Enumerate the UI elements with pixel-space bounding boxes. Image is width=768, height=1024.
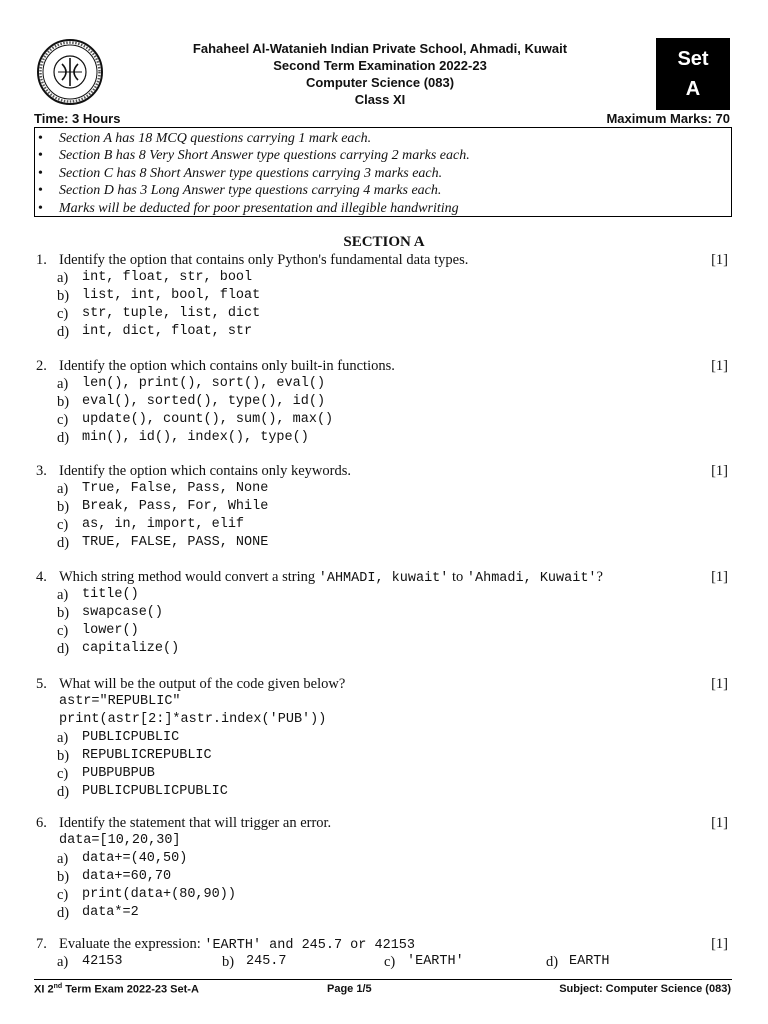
section-title: SECTION A: [343, 234, 425, 250]
option-letter: a): [57, 730, 69, 746]
footer-text: Term Exam 2022-23 Set-A: [62, 983, 199, 996]
option-letter: c): [57, 887, 69, 903]
option-letter: b): [57, 394, 70, 410]
footer-text: XI 2: [34, 983, 54, 996]
exam-name: Second Term Examination 2022-23: [273, 58, 487, 73]
option-letter: c): [57, 766, 69, 782]
question-code-target: 'Ahmadi, Kuwait': [466, 571, 597, 586]
question-number: 6.: [36, 815, 47, 831]
options-row: [36, 953, 728, 971]
exam-header: [130, 40, 630, 108]
option-text: EARTH: [569, 954, 610, 969]
question-expression: 'EARTH' and 245.7 or 42153: [204, 938, 415, 953]
option-text: Break, Pass, For, While: [82, 499, 269, 514]
question-number: 1.: [36, 252, 47, 268]
set-badge: [656, 38, 730, 110]
question-text: [59, 568, 603, 588]
option-text: update(), count(), sum(), max(): [82, 412, 334, 427]
question-marks: [1]: [711, 569, 728, 585]
question-text-part: Evaluate the expression:: [59, 936, 205, 952]
question-4: [36, 568, 728, 658]
page-number: Page 1/5: [327, 983, 372, 995]
instructions-list: [35, 128, 731, 217]
option-letter: b): [222, 954, 235, 970]
option-text: PUBLICPUBLICPUBLIC: [82, 784, 228, 799]
option-text: str, tuple, list, dict: [82, 306, 261, 321]
option-letter: a): [57, 481, 69, 497]
question-text-part: ?: [596, 569, 603, 585]
instruction-item: • Section D has 3 Long Answer type questions carrying 4 marks each.: [35, 182, 731, 199]
option-letter: d): [57, 641, 70, 657]
option-letter: c): [384, 954, 396, 970]
question-text: [59, 935, 415, 955]
option-letter: d): [57, 784, 70, 800]
question-text: Identify the option that contains only Python's fundamental data types.: [59, 252, 469, 268]
option-letter: c): [57, 306, 69, 322]
question-code-source: 'AHMADI, kuwait': [318, 571, 449, 586]
option-text: data+=(40,50): [82, 851, 188, 866]
question-marks: [1]: [711, 358, 728, 374]
question-text: Identify the option which contains only keywords.: [59, 463, 351, 479]
instruction-item: • Marks will be deducted for poor presentation and illegible handwriting: [35, 200, 731, 217]
question-text-part: Which string method would convert a string: [59, 569, 319, 585]
option-text: REPUBLICREPUBLIC: [82, 748, 212, 763]
question-text: Identify the option which contains only built-in functions.: [59, 358, 395, 374]
question-marks: [1]: [711, 936, 728, 952]
class-name: Class XI: [354, 92, 406, 107]
footer-exam-label: [34, 983, 199, 996]
option-text: data+=60,70: [82, 869, 172, 884]
option-letter: b): [57, 288, 70, 304]
option-letter: b): [57, 499, 70, 515]
footer-superscript: nd: [53, 983, 63, 990]
question-number: 7.: [36, 936, 47, 952]
option-letter: d): [57, 430, 70, 446]
option-letter: d): [57, 905, 70, 921]
footer-subject: Subject: Computer Science (083): [559, 983, 731, 995]
question-number: 5.: [36, 676, 47, 692]
option-text: PUBPUBPUB: [82, 766, 155, 781]
school-logo: [36, 38, 104, 106]
option-letter: a): [57, 954, 69, 970]
question-2: [36, 357, 728, 447]
option-text: 42153: [82, 954, 123, 969]
option-letter: b): [57, 748, 70, 764]
maximum-marks: Maximum Marks: 70: [606, 111, 730, 126]
instruction-item: • Section C has 8 Short Answer type questions carrying 3 marks each.: [35, 165, 731, 182]
option-text: swapcase(): [82, 605, 164, 620]
option-letter: c): [57, 412, 69, 428]
question-number: 2.: [36, 358, 47, 374]
option-letter: a): [57, 270, 69, 286]
option-text: min(), id(), index(), type(): [82, 430, 309, 445]
option-text: as, in, import, elif: [82, 517, 245, 532]
set-word: Set: [677, 48, 709, 70]
option-letter: d): [57, 535, 70, 551]
question-text: What will be the output of the code given below?: [59, 676, 346, 692]
question-marks: [1]: [711, 815, 728, 831]
code-line: print(astr[2:]*astr.index('PUB')): [59, 712, 327, 727]
option-letter: c): [57, 517, 69, 533]
question-marks: [1]: [711, 252, 728, 268]
option-text: TRUE, FALSE, PASS, NONE: [82, 535, 269, 550]
option-text: list, int, bool, float: [82, 288, 261, 303]
option-text: lower(): [82, 623, 139, 638]
option-text: data*=2: [82, 905, 139, 920]
option-text: len(), print(), sort(), eval(): [82, 376, 326, 391]
instruction-item: • Section B has 8 Very Short Answer type questions carrying 2 marks each.: [35, 147, 731, 164]
option-text: title(): [82, 587, 139, 602]
option-letter: a): [57, 587, 69, 603]
code-line: astr="REPUBLIC": [59, 694, 181, 709]
option-letter: d): [57, 324, 70, 340]
set-letter: A: [685, 78, 701, 100]
option-text: print(data+(80,90)): [82, 887, 236, 902]
option-text: True, False, Pass, None: [82, 481, 269, 496]
option-text: 245.7: [246, 954, 287, 969]
option-text: int, float, str, bool: [82, 270, 253, 285]
option-letter: a): [57, 376, 69, 392]
question-1: [36, 251, 728, 341]
question-number: 4.: [36, 569, 47, 585]
time-allowed: Time: 3 Hours: [34, 111, 121, 126]
question-text-part: to: [448, 569, 467, 585]
school-name: Fahaheel Al-Watanieh Indian Private School, Ahmadi, Kuwait: [192, 41, 568, 56]
question-marks: [1]: [711, 463, 728, 479]
option-letter: d): [546, 954, 559, 970]
option-text: 'EARTH': [407, 954, 464, 969]
question-6: [36, 814, 728, 922]
option-letter: b): [57, 605, 70, 621]
option-text: eval(), sorted(), type(), id(): [82, 394, 326, 409]
option-letter: a): [57, 851, 69, 867]
footer-divider: [34, 979, 732, 980]
code-line: data=[10,20,30]: [59, 833, 181, 848]
question-text: Identify the statement that will trigger an error.: [59, 815, 332, 831]
subject-name: Computer Science (083): [305, 75, 455, 90]
option-letter: b): [57, 869, 70, 885]
question-3: [36, 462, 728, 552]
instructions-box: [34, 127, 732, 217]
instruction-item: • Section A has 18 MCQ questions carrying 1 mark each.: [35, 130, 731, 147]
option-letter: c): [57, 623, 69, 639]
option-text: PUBLICPUBLIC: [82, 730, 180, 745]
question-7: [36, 935, 728, 971]
question-marks: [1]: [711, 676, 728, 692]
question-5: [36, 675, 728, 801]
option-text: int, dict, float, str: [82, 324, 253, 339]
question-number: 3.: [36, 463, 47, 479]
option-text: capitalize(): [82, 641, 180, 656]
